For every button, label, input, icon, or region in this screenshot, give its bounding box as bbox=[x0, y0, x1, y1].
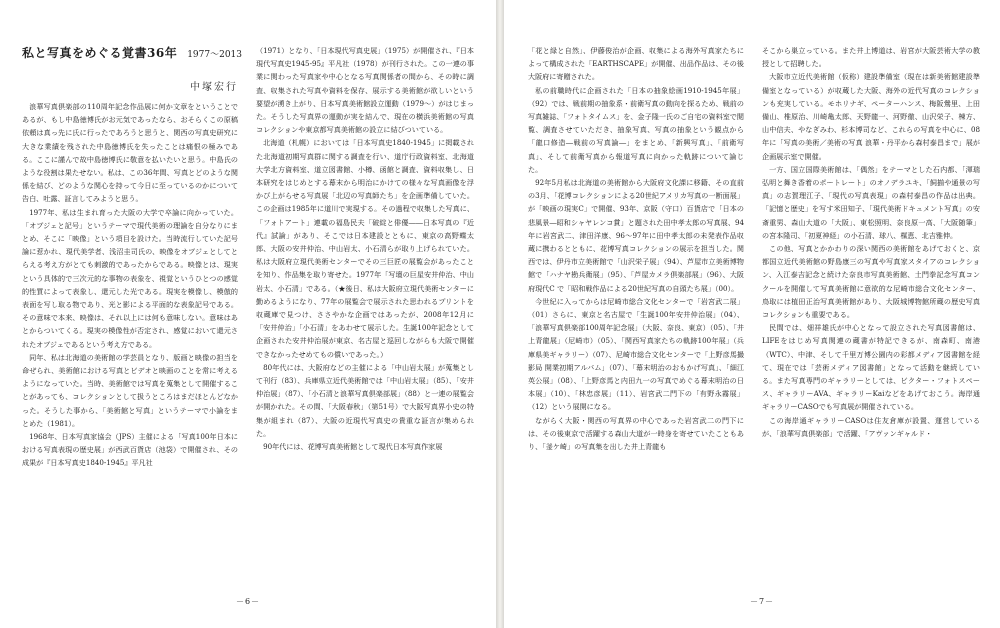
article-years: 1977～2013 bbox=[187, 50, 243, 60]
left-column-1 bbox=[22, 100, 238, 586]
paragraph: 80年代には、大阪府などの主催による「中山岩太展」が蒐集として刊行（83）、兵庫県立近代美術館では「中山岩太展」（85）、「安井仲治展」（87）、「小石清と浪華写真倶楽部展」（88）と一連の展覧会が開かれた。その間、「大阪春秋」（第51号）で大阪写真界小史の特集が組まれ（87）、大阪の近現代写真史の貴重な証言が集められた。 bbox=[256, 362, 474, 438]
right-page bbox=[504, 0, 1000, 628]
paragraph: 浪華写真倶楽部の110周年記念作品展に何か文章をということであるが、もし中島徳博氏がお元気であったなら、おそらくこの原稿依頼は真っ先に氏に行ったであろうと思うと、関西の写真史研究に大きな業績を残された中島徳博氏を失ったことは痛恨の極みである。ここに謹んで故中島徳博氏に敬意を払いたいと思う。中島氏のような役割は果たせない。私は、この36年間、写真とどのような関係を結び、どのような関心を持って今日に至っているのかについて告白、吐露、証言してみようと思う。 bbox=[22, 102, 238, 204]
paragraph: 「花と緑と自然」、伊藤俊治が企画、収集による海外写真家たちによって構成された「EARTHSCAPE」が開催、出品作品は、その後大阪府に寄贈された。 bbox=[528, 46, 744, 82]
left-page bbox=[0, 0, 496, 628]
paragraph: 北海道（札幌）においては「日本写真史1840-1945」に掲載された北海道初期写真群に関する調査を行い、道庁行政資料室、北海道大学北方資料室、道立図書館、小樽、函館と調査、資料収集し、日本研究をはじめとする幕末から明治にかけての様々な写真画像を浮かび上がらせる写真展「北辺の写真師たち」を企画準備していた。この企画は1985年に道川で実現する。その過程で収集した写真に、「フォトアート」連載の福島民夫「破綻と俳優――日本写真の『近代』試論」があり、そこでは日本建設とともに、東京の高野蝶太郎、大阪の安井仲治、中山岩太、小石清らが取り上げられていた。私は大阪府立現代美術センターでその三巨匠の展覧会があったことを知り、作品集を取り寄せた。1977年「写壇の巨星安井仲治、中山岩太、小石清」である。（★後日、私は大阪府立現代美術センターに勤めるようになり、77年の展覧会で展示された思われるプリントを収蔵庫で見つけ、ささやかな企画ではあったが、2008年12月に「安井仲治」「小石清」をあわせて展示した。生誕100年記念として企画された安井仲治展が東京、名古屋と巡回しながらも大阪で開催できなかったせめてもの償いであった。） bbox=[256, 138, 474, 359]
page-number-right: －7－ bbox=[749, 597, 775, 606]
paragraph: 90年代には、花博写真美術館として現代日本写真作家展 bbox=[263, 442, 443, 452]
paragraph: この他、写真とかかわりの深い関西の美術館をあげておくと、京都国立近代美術館の野島康三の写真や写真家スタイアのコレクション、入江泰吉記念と続けた奈良市写真美術館、土門拳記念写真コンクールを開催して写真美術館に意欲的な尼崎市総合文化センター、鳥取には植田正治写真美術館があり、大阪城博物館所蔵の歴史写真コレクションも重要である。 bbox=[762, 244, 980, 320]
paragraph: そこから巣立っている。また井上博道は、岩宮が大阪芸術大学の教授として招聘した。 bbox=[762, 46, 980, 69]
right-column-1 bbox=[528, 44, 744, 586]
paragraph: この海岸通ギャラリーCASOは住友倉庫が設置、運営しているが、「浪華写真倶楽部」で活躍、「アヴァンギャルド・ bbox=[762, 415, 980, 438]
paragraph: 同年、私は北海道の美術館の学芸員となり、版画と映像の担当を命ぜられ、美術館における写真とビデオと映画のことを常に考えるようになっていた。当時、美術館では写真を蒐集として開催することがあっても、コレクションとして扱うところはまだほとんどなかった。そうした事から、「美術館と写真」というテーマで小論をまとめた（1981）。 bbox=[22, 352, 238, 428]
page-number-left: －6－ bbox=[235, 597, 261, 606]
book-gutter bbox=[496, 0, 504, 628]
paragraph: 私の前職時代に企画された「日本の抽象絵画1910-1945年展」（92）では、戦前期の抽象系・前衛写真の動向を探るため、戦前の写真雑誌、「フォトタイムス」を、金子隆一氏のご自宅の資料室で閲覧、調査させていただき、抽象写真、写真の抽象という観点から「龍口修造―戦前の写真論―」をまとめ、「新興写真」、「前衛写真」、そして前衛写真から報道写真に向かった軌跡について論じた。 bbox=[528, 85, 744, 174]
paragraph: 今世紀に入ってからは尼崎市総合文化センターで「岩宮武二展」（01）さらに、東京と名古屋で「生誕100年安井仲治展」（04）、「浪華写真倶楽部100周年記念展」（大阪、奈良、東京）（05）、「井上青龍展」（尼崎市）（05）、「関西写真家たちの軌跡100年展」（兵庫県美ギャラリー）（07）、尼崎市総合文化センターで「上野彦馬撮影局 開業初期アルバム」（07）、「幕末明治のおもかげ写真」、「細江英公展」（08）、「上野彦馬と内田九一の写真でめぐる幕末明治の日本展」（10）、「林忠彦展」（11）、岩宮武二門下の「有野永霧展」（12）という展開になる。 bbox=[528, 296, 744, 412]
article-author: 中塚宏行 bbox=[190, 82, 238, 93]
paragraph: 1968年、日本写真家協会（JPS）主催による「写真100年日本における写真表現の歴史展」が西武百貨店（池袋）で開催され、その成果が『日本写真史1840-1945』平凡社 bbox=[22, 432, 238, 468]
paragraph: 92年5月私は北海道の美術館から大阪府文化課に移籍、その直前の3月、「花博コレクションによる20世紀アメリカ写真の一断面展」が「映画の現実C」で開催、93年、京阪（守口）百貨店で「日本の悲風景―昭和シャヤレンコ賞」と題された田中孝太郎の写真展、94年に岩宮武二、津田洋康、96～97年に田中孝太郎の未発表作品収蔵に携わるとともに、花博写真コレクションの展示を担当した。関西では、伊丹市立美術館で「山沢栄子展」（94）、芦屋市立美術博物館で「ハナヤ勘兵衛展」（95）、「芦屋カメラ倶楽部展」（96）、大阪府現代C で「昭和戦作品による20世紀写真の自頭たち展」（00）。 bbox=[528, 178, 744, 293]
article-title bbox=[22, 44, 252, 61]
paragraph: 1977年、私は生まれ育った大阪の大学で卒論に向かっていた。「オブジェと記号」というテーマで現代美術の理論を自分なりにまとめ、そこに「映像」という項目を設けた。当時流行していた記号論に惹かれ、現代美学者、浅沼圭司氏の、映像をオブジェとしてとらえる考え方がとても刺激的であったからである。映像とは、現実という具体的で三次元的な事物の表象を、視覚というひとつの感覚的性質によって表象し、還元した光である。現実を模像し、模倣的表面を写し取る物であり、光と影による平面的な表象記号である。その意味で本来、映像は、それ以上には何も意味しない。意味はあとからついてくる。現実の模像性が否定され、感覚において還元されたオブジェであるという考え方である。 bbox=[22, 207, 238, 349]
paragraph: 大阪市立近代美術館（仮称）建設準備室（現在は新美術館建設準備室となっている）が収蔵した大阪、海外の近代写真のコレクションも充実している。モホリナギ、ペーターハンス、梅阪鶯里、上田備山、椎原治、川崎亀太郎、天野龍一、河野徹、山沢栄子、棟方、山中信夫、やなぎみわ、杉本博司など、これらの写真を中心に、08年に「写真の美術／美術の写真 浪華・丹平から森村泰昌まで」展が企画展示室で開催。 bbox=[762, 72, 980, 161]
paragraph: 民間では、畑祥雄氏が中心となって設立された写真図書館は、LIFEをはじめ写真関連の蔵書が特記できるが、南森町、南港（WTC）、中津、そして千里万博公園内の彩都メディア図書館を経て、現在では「芸術メディア図書館」となって活動を継続している。また写真専門のギャラリーとしては、ビクター・フォトスペース、ギャラリーAVA、ギャラリーKaiなどをあげておこう。海岸通ギャラリーCASOでも写真展が開催されている。 bbox=[762, 323, 980, 412]
paragraph: （1971）となり、「日本現代写真史展」（1975）が開催され、『日本現代写真史1945-95』平凡社（1978）が刊行された。この一連の事業に関わった写真家や中心となる写真関係者の間から、その時に調査、収集された写真や資料を保存、展示する美術館が欲しいという要望が湧き上がり、日本写真美術館設立運動（1979～）がはじまった。そうした写真界の運動が実を結んで、現在の横浜美術館の写真コレクションや東京都写真美術館の設立に結びついている。 bbox=[256, 46, 474, 135]
left-column-2 bbox=[256, 44, 474, 586]
paragraph: ながらく大阪・関西の写真界の中心であった岩宮武二の門下には、その後東京で活躍する森山大道が一時身を寄せていたこともあり、「釜ケ崎」の写真集を出した井上青龍も bbox=[528, 415, 744, 452]
right-column-2 bbox=[762, 44, 980, 586]
paragraph: 一方、国立国際美術館は、「偶然」をテーマとした石内都、「渾瑞弘明と舞き香着のポートレート」のオノデラユキ、「飼揃や通景の写真」の志賀理江子、「現代の写真表現」の森村泰昌の作品は出典。「記憶と歴史」を写す米田知子、「現代美術ドキュメント写真」の安斎重男、森山大道の「大阪」、東松照明、奈良原一高、「大阪随筆」の宮本隆司、「初夏神経」の小石清、球八、楳恵、北吉雅伸。 bbox=[762, 164, 980, 240]
article-title-text: 私と写真をめぐる覚書36年 bbox=[22, 46, 178, 60]
